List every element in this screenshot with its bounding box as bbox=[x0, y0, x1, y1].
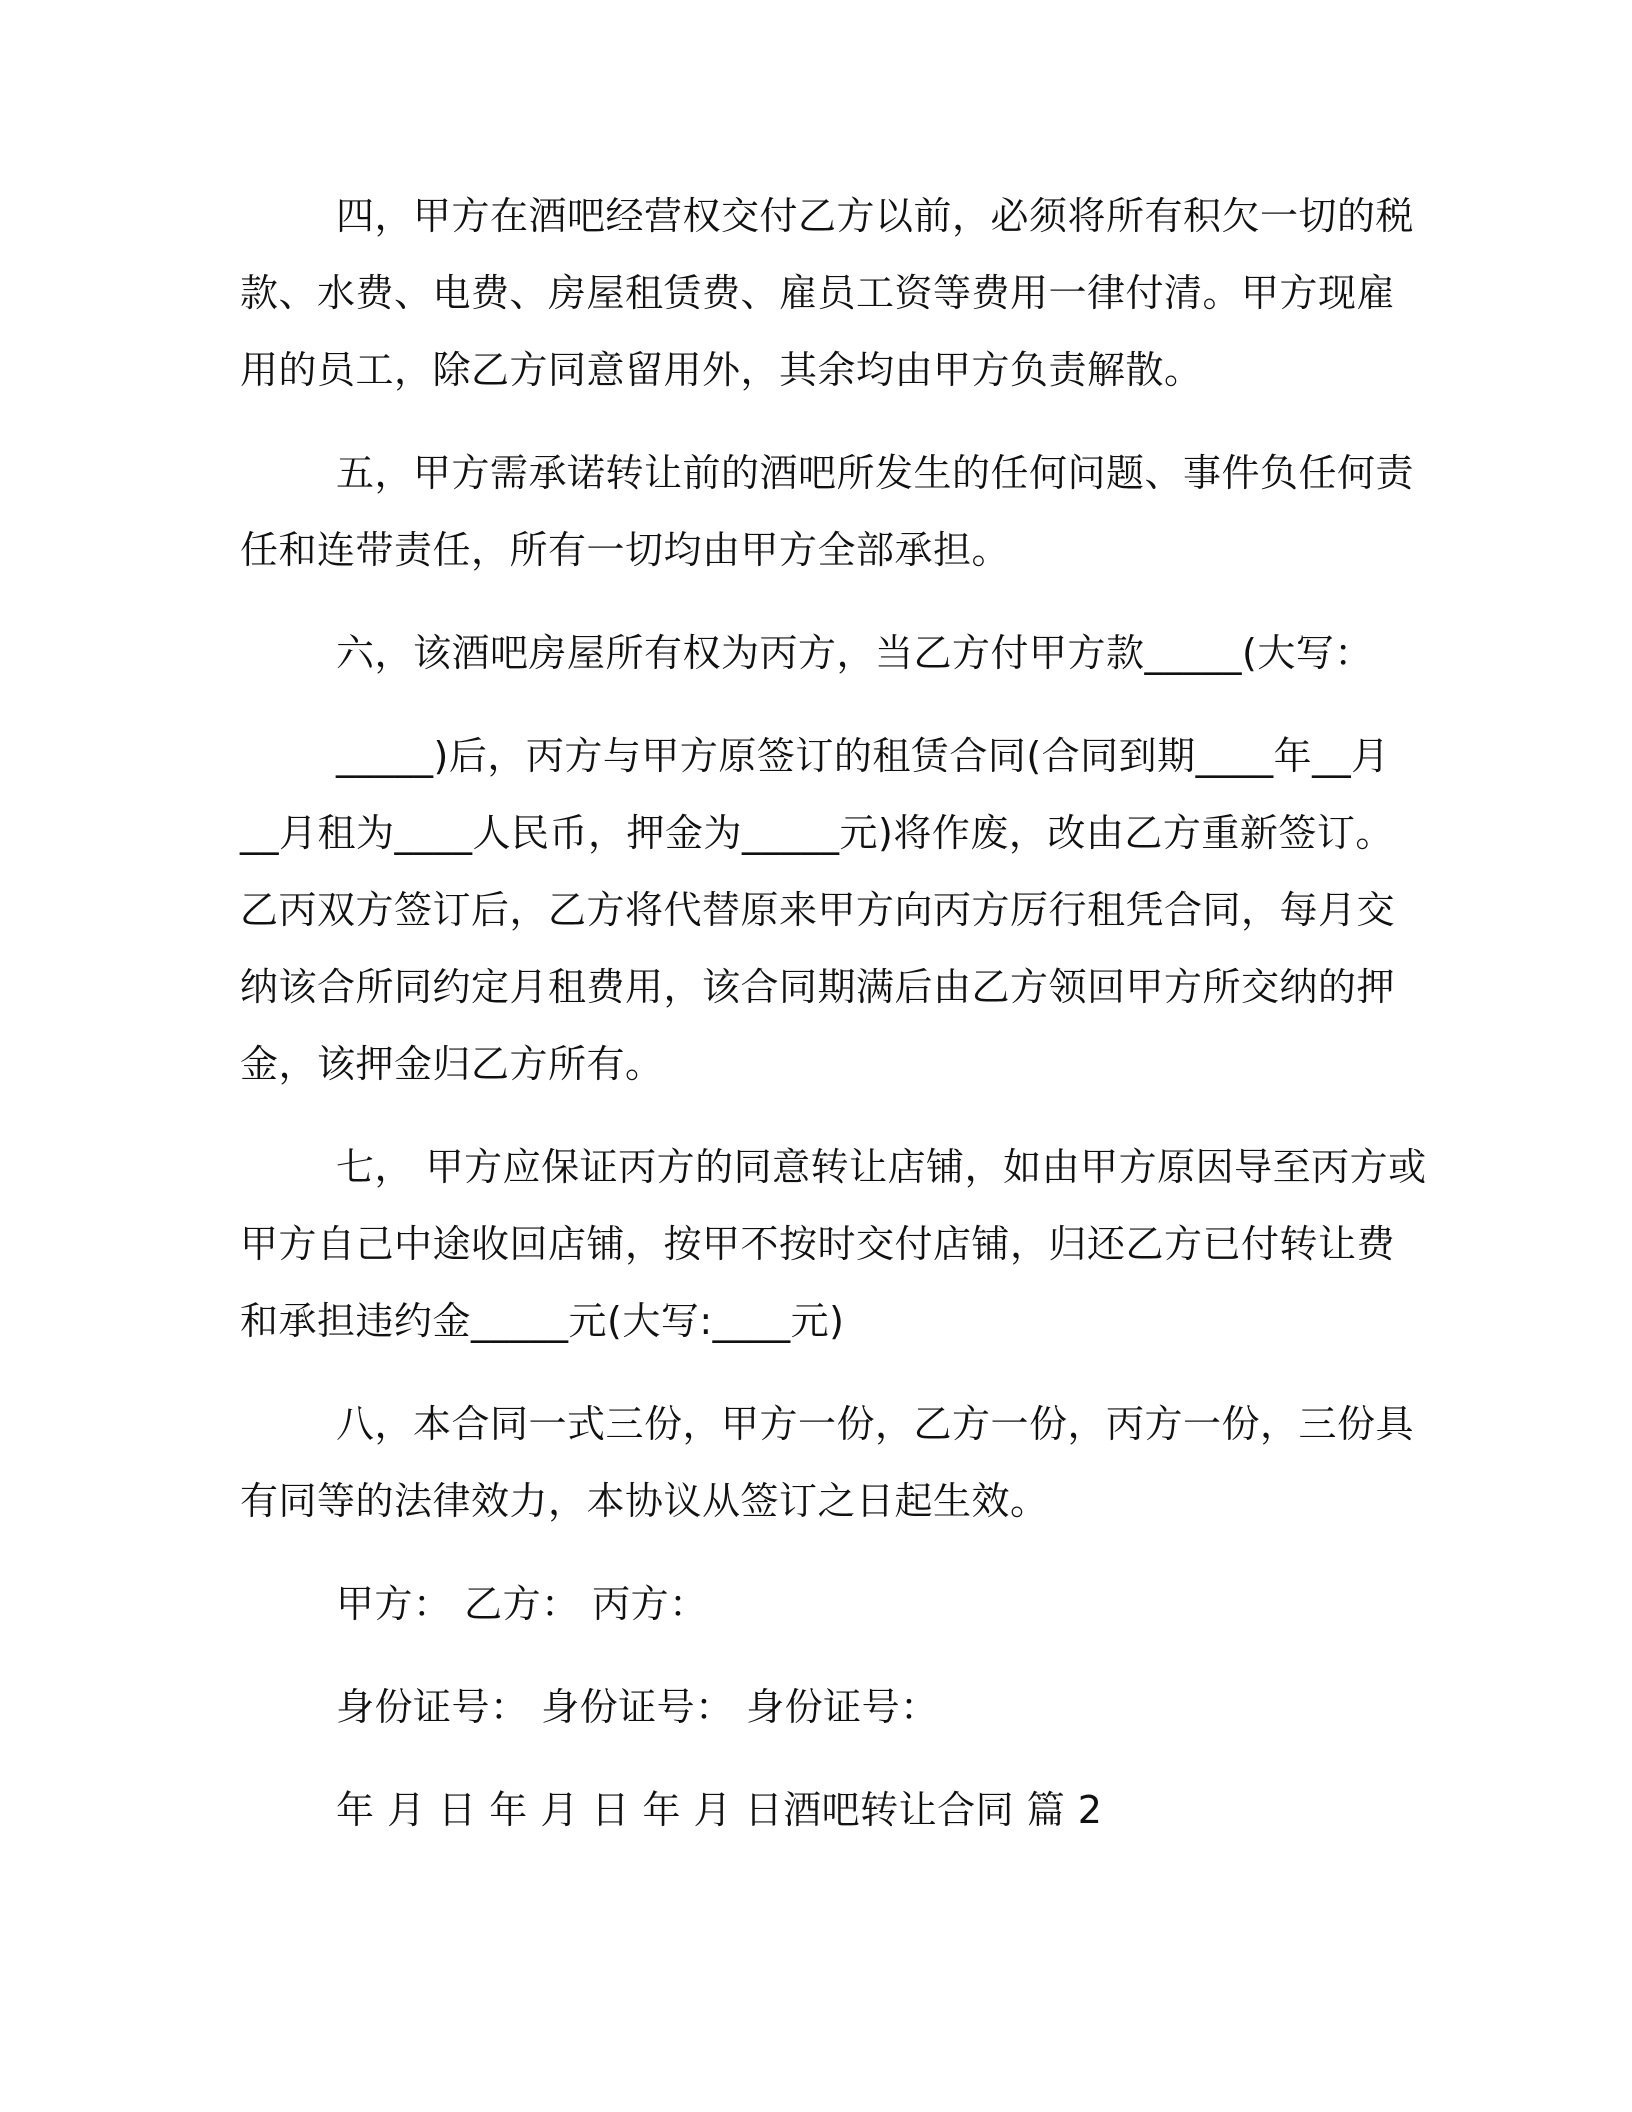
clause-4-line-3: 用的员工，除乙方同意留用外，其余均由甲方负责解散。 bbox=[240, 348, 1203, 392]
clause-7-line-3: 和承担违约金_____元(大写:____元) bbox=[240, 1299, 845, 1343]
clause-6-line-4: 乙丙双方签订后，乙方将代替原来甲方向丙方厉行租凭合同，每月交 bbox=[240, 888, 1396, 932]
clause-6-line-3: __月租为____人民币，押金为_____元)将作废，改由乙方重新签订。 bbox=[240, 811, 1394, 855]
signature-dates-and-next-title: 年 月 日 年 月 日 年 月 日酒吧转让合同 篇 2 bbox=[336, 1788, 1103, 1832]
clause-4-line-1: 四，甲方在酒吧经营权交付乙方以前，必须将所有积欠一切的税 bbox=[336, 194, 1415, 238]
clause-6-line-5: 纳该合所同约定月租费用，该合同期满后由乙方领回甲方所交纳的押 bbox=[240, 965, 1396, 1009]
clause-8-line-2: 有同等的法律效力，本协议从签订之日起生效。 bbox=[240, 1479, 1049, 1523]
clause-6-line-1: 六，该酒吧房屋所有权为丙方，当乙方付甲方款_____(大写： bbox=[336, 631, 1373, 675]
clause-7-line-2: 甲方自己中途收回店铺，按甲不按时交付店铺，归还乙方已付转让费 bbox=[240, 1222, 1396, 1266]
clause-6-line-6: 金，该押金归乙方所有。 bbox=[240, 1042, 664, 1086]
signature-parties: 甲方： 乙方： 丙方： bbox=[336, 1582, 708, 1626]
signature-id-numbers: 身份证号： 身份证号： 身份证号： bbox=[336, 1685, 939, 1729]
clause-5-line-1: 五，甲方需承诺转让前的酒吧所发生的任何问题、事件负任何责 bbox=[336, 451, 1415, 495]
clause-5-line-2: 任和连带责任，所有一切均由甲方全部承担。 bbox=[240, 528, 1011, 572]
clause-7-line-1: 七， 甲方应保证丙方的同意转让店铺，如由甲方原因导至丙方或 bbox=[336, 1145, 1427, 1189]
clause-4-line-2: 款、水费、电费、房屋租赁费、雇员工资等费用一律付清。甲方现雇 bbox=[240, 271, 1396, 315]
clause-6-line-2: _____)后，丙方与甲方原签订的租赁合同(合同到期____年__月 bbox=[336, 734, 1390, 778]
clause-8-line-1: 八，本合同一式三份，甲方一份，乙方一份，丙方一份，三份具 bbox=[336, 1402, 1415, 1446]
